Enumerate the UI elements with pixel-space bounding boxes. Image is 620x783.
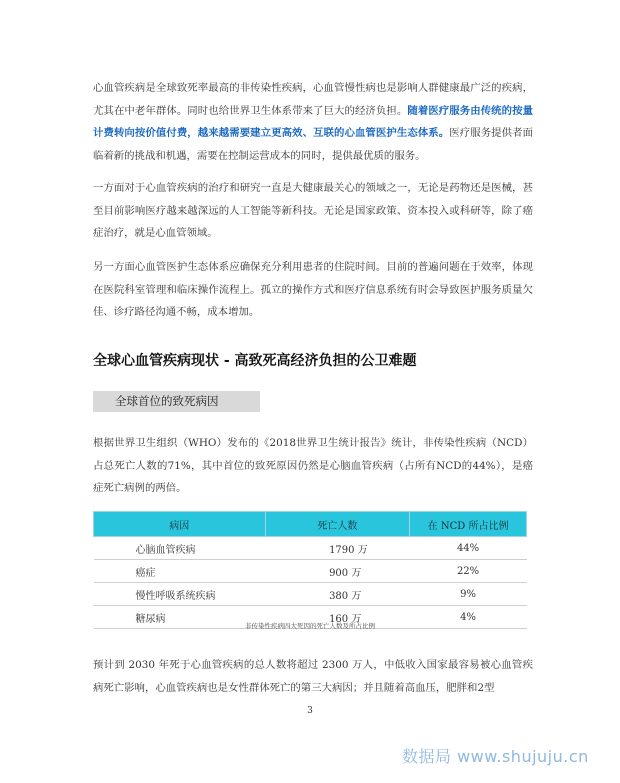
subsection-heading: 全球首位的致死病因 bbox=[93, 391, 260, 412]
cell-deaths: 160 万 bbox=[265, 606, 410, 629]
table-caption: 非传染性疾病四大死因的死亡人数及所占比例 bbox=[245, 622, 375, 630]
paragraph-1-tail: 医疗服务提供者面临着新的挑战和机遇，需要在控制运营成本的同时，提供最优质的服务。 bbox=[93, 127, 534, 162]
cell-cause: 癌症 bbox=[94, 560, 266, 583]
cell-deaths: 380 万 bbox=[265, 583, 410, 606]
column-header-deaths: 死亡人数 bbox=[265, 512, 410, 537]
cell-cause: 糖尿病 bbox=[94, 606, 266, 629]
cell-share: 22% bbox=[410, 560, 527, 583]
cell-cause: 慢性呼吸系统疾病 bbox=[94, 583, 266, 606]
watermark: 数据局 www.shujuju.cn bbox=[402, 747, 589, 766]
ncd-death-table bbox=[93, 511, 527, 629]
table-row bbox=[94, 560, 527, 583]
paragraph-1 bbox=[93, 77, 533, 167]
page-number: 3 bbox=[307, 706, 313, 716]
column-header-share: 在 NCD 所占比例 bbox=[410, 512, 527, 537]
paragraph-5: 预计到 2030 年死于心血管疾病的总人数将超过 2300 万人，中低收入国家最容易被心血管疾病死亡影响，心血管疾病也是女性群体死亡的第三大病因；并且随着高血压，肥胖和2型 bbox=[93, 659, 533, 694]
table-row bbox=[94, 583, 527, 606]
paragraph-1-highlight: 随着医疗服务由传统的按量计费转向按价值付费，越来越需要建立更高效、互联的心血管医护生态体系。 bbox=[93, 104, 534, 139]
paragraph-4: 根据世界卫生组织（WHO）发布的《2018世界卫生统计报告》统计，非传染性疾病（NCD）占总死亡人数的71%，其中首位的致死原因仍然是心脑血管疾病（占所有NCD的44%），是癌症死亡病例的两倍。 bbox=[93, 437, 533, 494]
section-heading: 全球心血管疾病现状 - 高致死高经济负担的公卫难题 bbox=[93, 353, 417, 369]
table-header-row bbox=[94, 512, 527, 537]
cell-deaths: 900 万 bbox=[265, 560, 410, 583]
paragraph-2: 一方面对于心血管疾病的治疗和研究一直是大健康最关心的领域之一，无论是药物还是医械，甚至目前影响医疗越来越深远的人工智能等新科技。无论是国家政策、资本投入或科研等，除了癌症治疗，就是心血管领域。 bbox=[93, 182, 533, 239]
cell-share: 44% bbox=[410, 537, 527, 560]
cell-cause: 心脑血管疾病 bbox=[94, 537, 266, 560]
column-header-cause: 病因 bbox=[94, 512, 266, 537]
cell-share: 9% bbox=[410, 583, 527, 606]
paragraph-3: 另一方面心血管医护生态体系应确保充分利用患者的住院时间。目前的普遍问题在于效率，体现在医院科室管理和临床操作流程上。孤立的操作方式和医疗信息系统有时会导致医护服务质量欠佳、诊疗路径沟通不畅，成本增加。 bbox=[93, 261, 533, 318]
paragraph-1-text: 心血管疾病是全球致死率最高的非传染性疾病，心血管慢性病也是影响人群健康最广泛的疾病，尤其在中老年群体。同时也给世界卫生体系带来了巨大的经济负担。 bbox=[93, 82, 533, 117]
cell-share: 4% bbox=[410, 606, 527, 629]
table-row bbox=[94, 537, 527, 560]
cell-deaths: 1790 万 bbox=[265, 537, 410, 560]
